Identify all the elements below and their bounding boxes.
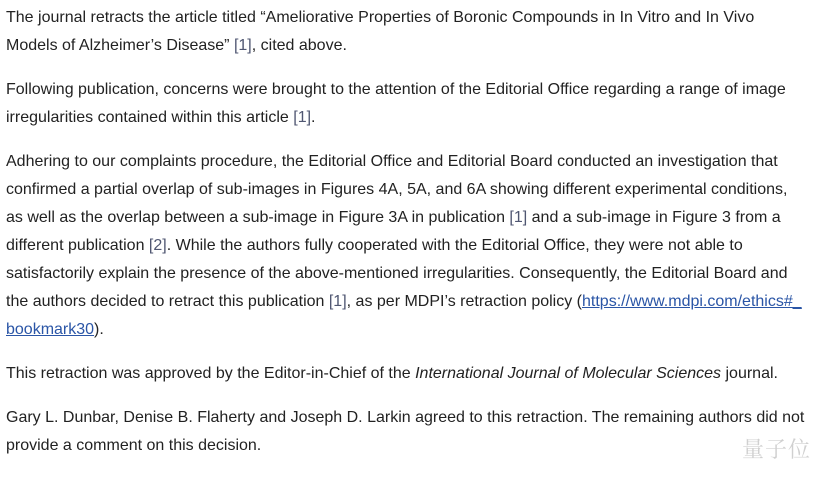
approval-text: This retraction was approved by the Editor-in-Chief of the (6, 365, 416, 382)
reference-link-1[interactable]: [1] (328, 293, 347, 310)
concerns-text-end: . (311, 109, 316, 126)
reference-link-1[interactable]: [1] (233, 37, 252, 54)
investigation-text: Adhering to our complaints procedure, the Editorial Office and Editorial Board conducted an investigation that confirmed a partial overlap of sub-images in Figures 4A, 5A, and 6A showing different experimental conditions, as well as the overlap between a sub-image in Figure 3A in publication (6, 153, 788, 226)
intro-text-end: , cited above. (251, 37, 347, 54)
journal-name: International Journal of Molecular Sciences (415, 365, 722, 382)
paragraph-concerns (6, 76, 806, 132)
paragraph-intro (6, 4, 806, 60)
watermark-logo: 量子位 (741, 438, 811, 463)
investigation-text-2: and a sub-image in Figure 3 from a different publication (6, 209, 781, 254)
intro-text: The journal retracts the article titled “Ameliorative Properties of Boronic Compounds in In Vitro and In Vivo Models of Alzheimer’s Disease” (6, 9, 755, 54)
concerns-text: Following publication, concerns were brought to the attention of the Editorial Office regarding a range of image irregularities contained within this article (6, 81, 786, 126)
investigation-text-4: , as per MDPI’s retraction policy ( (346, 293, 582, 310)
investigation-text-3: . While the authors fully cooperated with the Editorial Office, they were not able to satisfactorily explain the presence of the above-mentioned irregularities. Consequently, the Editorial Board and the authors decided to retract this publication (6, 237, 788, 310)
reference-link-1[interactable]: [1] (293, 109, 312, 126)
reference-link-1[interactable]: [1] (509, 209, 528, 226)
paragraph-investigation (6, 148, 806, 344)
retraction-notice-body (6, 4, 806, 476)
reference-link-2[interactable]: [2] (148, 237, 167, 254)
paragraph-authors (6, 404, 806, 460)
retraction-policy-link[interactable]: https://www.mdpi.com/ethics#_bookmark30 (6, 293, 802, 338)
approval-text-end: journal. (721, 365, 778, 382)
investigation-text-end: ). (94, 321, 104, 338)
paragraph-approval (6, 360, 806, 388)
authors-text: Gary L. Dunbar, Denise B. Flaherty and Joseph D. Larkin agreed to this retraction. The remaining authors did not provide a comment on this decision. (6, 409, 805, 454)
